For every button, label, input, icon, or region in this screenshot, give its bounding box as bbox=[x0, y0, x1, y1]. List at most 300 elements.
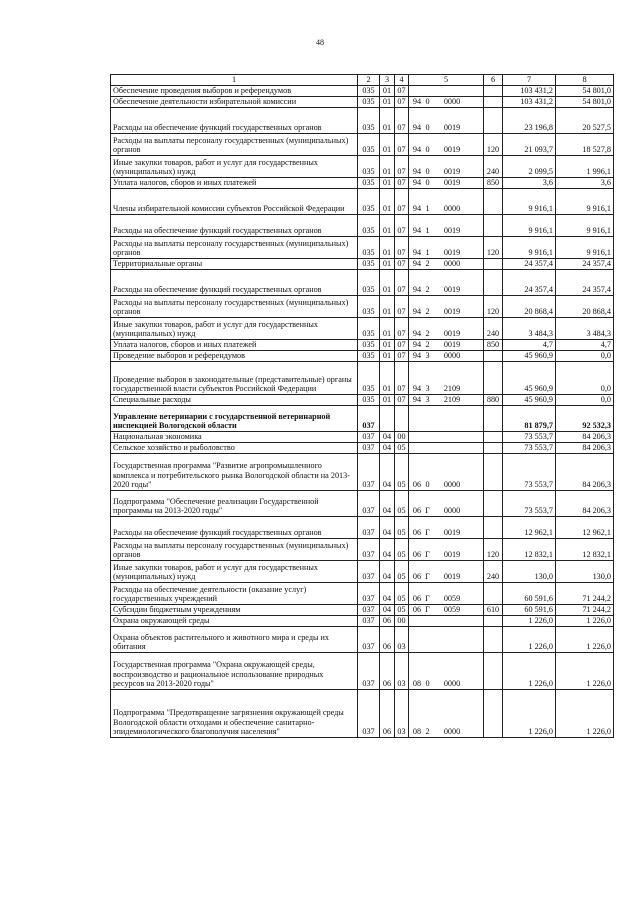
ministry-code: 035 bbox=[358, 340, 380, 351]
target-code-part: 0019 bbox=[443, 329, 461, 339]
row-name: Иные закупки товаров, работ и услуг для государственных (муниципальных) нужд bbox=[111, 156, 358, 178]
subsection-code: 05 bbox=[395, 561, 409, 583]
target-article-code bbox=[409, 178, 484, 189]
target-article-code bbox=[409, 351, 484, 362]
expense-type-code: 850 bbox=[484, 340, 503, 351]
amount-year-1: 9 916,1 bbox=[503, 215, 556, 237]
subsection-code: 03 bbox=[395, 653, 409, 690]
target-code-part: 0019 bbox=[443, 167, 461, 177]
subsection-code: 07 bbox=[395, 97, 409, 108]
expense-type-code: 240 bbox=[484, 156, 503, 178]
ministry-code: 035 bbox=[358, 351, 380, 362]
subsection-code: 07 bbox=[395, 86, 409, 97]
ministry-code: 035 bbox=[358, 189, 380, 215]
subsection-code: 07 bbox=[395, 178, 409, 189]
target-code-part: 0 bbox=[425, 178, 430, 188]
target-code-part: 0 bbox=[425, 123, 430, 133]
target-code-part: 06 bbox=[412, 594, 422, 604]
expense-type-code bbox=[484, 583, 503, 605]
amount-year-2: 84 206,3 bbox=[556, 432, 614, 443]
amount-year-2: 54 801,0 bbox=[556, 97, 614, 108]
row-name: Подпрограмма "Обеспечение реализации Государственной программы на 2013-2020 годы" bbox=[111, 491, 358, 517]
amount-year-2: 1 226,0 bbox=[556, 627, 614, 653]
target-article-code bbox=[409, 259, 484, 270]
target-code-part: 2 bbox=[425, 329, 430, 339]
table-row bbox=[111, 351, 614, 362]
amount-year-1: 20 868,4 bbox=[503, 296, 556, 318]
section-code: 01 bbox=[380, 108, 395, 134]
target-code-part: 2 bbox=[425, 307, 430, 317]
row-name: Управление ветеринарии с государственной ветеринарной инспекцией Вологодской области bbox=[111, 406, 358, 432]
subsection-code: 07 bbox=[395, 270, 409, 296]
target-code-part: 94 bbox=[412, 178, 422, 188]
target-code-part: 0 bbox=[425, 480, 430, 490]
expense-type-code: 610 bbox=[484, 605, 503, 616]
amount-year-1: 130,0 bbox=[503, 561, 556, 583]
target-code-part: 2109 bbox=[443, 384, 461, 394]
target-article-code bbox=[409, 270, 484, 296]
target-code-part: 06 bbox=[412, 506, 422, 516]
target-code-part: 0000 bbox=[443, 97, 461, 107]
table-row bbox=[111, 296, 614, 318]
subsection-code bbox=[395, 406, 409, 432]
target-article-code bbox=[409, 653, 484, 690]
expense-type-code bbox=[484, 616, 503, 627]
ministry-code: 035 bbox=[358, 215, 380, 237]
target-code-part: 0000 bbox=[443, 727, 461, 737]
amount-year-1: 73 553,7 bbox=[503, 491, 556, 517]
expense-type-code bbox=[484, 362, 503, 395]
target-code-part: 94 bbox=[412, 351, 422, 361]
target-code-part: 0019 bbox=[443, 248, 461, 258]
expense-type-code bbox=[484, 653, 503, 690]
target-article-code bbox=[409, 627, 484, 653]
table-row bbox=[111, 539, 614, 561]
target-code-part: 94 bbox=[412, 97, 422, 107]
target-article-code bbox=[409, 517, 484, 539]
amount-year-2: 130,0 bbox=[556, 561, 614, 583]
amount-year-1: 3 484,3 bbox=[503, 318, 556, 340]
amount-year-1: 73 553,7 bbox=[503, 443, 556, 454]
amount-year-2: 24 357,4 bbox=[556, 259, 614, 270]
table-row bbox=[111, 237, 614, 259]
subsection-code: 07 bbox=[395, 395, 409, 406]
target-code-part: 0019 bbox=[443, 572, 461, 582]
header-cell: 6 bbox=[484, 75, 503, 86]
table-row bbox=[111, 362, 614, 395]
target-code-part: 0000 bbox=[443, 259, 461, 269]
target-code-part: 3 bbox=[425, 384, 430, 394]
row-name: Государственная программа "Охрана окружающей среды, воспроизводство и рациональное использование природных ресурсов на 2013-2020 годы" bbox=[111, 653, 358, 690]
target-code-part: Г bbox=[425, 506, 430, 516]
amount-year-2: 71 244,2 bbox=[556, 583, 614, 605]
ministry-code: 037 bbox=[358, 432, 380, 443]
row-name: Субсидии бюджетным учреждениям bbox=[111, 605, 358, 616]
expense-type-code: 120 bbox=[484, 237, 503, 259]
amount-year-1: 9 916,1 bbox=[503, 189, 556, 215]
target-article-code bbox=[409, 605, 484, 616]
expense-type-code bbox=[484, 97, 503, 108]
amount-year-1: 1 226,0 bbox=[503, 653, 556, 690]
amount-year-2: 4,7 bbox=[556, 340, 614, 351]
table-row bbox=[111, 443, 614, 454]
amount-year-1: 2 099,5 bbox=[503, 156, 556, 178]
target-code-part: 94 bbox=[412, 395, 422, 405]
target-article-code bbox=[409, 583, 484, 605]
ministry-code: 037 bbox=[358, 539, 380, 561]
row-name: Расходы на выплаты персоналу государственных (муниципальных) органов bbox=[111, 237, 358, 259]
amount-year-1: 73 553,7 bbox=[503, 454, 556, 491]
amount-year-1: 9 916,1 bbox=[503, 237, 556, 259]
amount-year-1: 3,6 bbox=[503, 178, 556, 189]
ministry-code: 037 bbox=[358, 653, 380, 690]
target-code-part: 06 bbox=[412, 550, 422, 560]
section-code bbox=[380, 406, 395, 432]
target-code-part: 94 bbox=[412, 259, 422, 269]
subsection-code: 07 bbox=[395, 189, 409, 215]
amount-year-1: 60 591,6 bbox=[503, 583, 556, 605]
ministry-code: 037 bbox=[358, 616, 380, 627]
subsection-code: 05 bbox=[395, 517, 409, 539]
subsection-code: 07 bbox=[395, 362, 409, 395]
amount-year-1: 45 960,9 bbox=[503, 395, 556, 406]
section-code: 06 bbox=[380, 690, 395, 738]
subsection-code: 07 bbox=[395, 237, 409, 259]
expense-type-code bbox=[484, 406, 503, 432]
amount-year-1: 103 431,2 bbox=[503, 97, 556, 108]
amount-year-2: 0,0 bbox=[556, 351, 614, 362]
subsection-code: 03 bbox=[395, 627, 409, 653]
subsection-code: 05 bbox=[395, 491, 409, 517]
target-article-code bbox=[409, 189, 484, 215]
expense-type-code bbox=[484, 690, 503, 738]
target-code-part: 3 bbox=[425, 351, 430, 361]
amount-year-1: 23 196,8 bbox=[503, 108, 556, 134]
target-code-part: 0 bbox=[425, 145, 430, 155]
section-code: 06 bbox=[380, 627, 395, 653]
section-code: 01 bbox=[380, 178, 395, 189]
subsection-code: 05 bbox=[395, 454, 409, 491]
subsection-code: 00 bbox=[395, 616, 409, 627]
subsection-code: 07 bbox=[395, 215, 409, 237]
ministry-code: 035 bbox=[358, 134, 380, 156]
table-row bbox=[111, 270, 614, 296]
section-code: 01 bbox=[380, 237, 395, 259]
table-row bbox=[111, 454, 614, 491]
ministry-code: 037 bbox=[358, 517, 380, 539]
target-code-part: 0000 bbox=[443, 506, 461, 516]
expense-type-code bbox=[484, 215, 503, 237]
expense-type-code: 850 bbox=[484, 178, 503, 189]
target-code-part: 94 bbox=[412, 340, 422, 350]
expense-type-code bbox=[484, 454, 503, 491]
table-body bbox=[111, 86, 614, 738]
target-article-code bbox=[409, 362, 484, 395]
target-code-part: 2 bbox=[425, 259, 430, 269]
target-code-part: 1 bbox=[425, 248, 430, 258]
section-code: 01 bbox=[380, 189, 395, 215]
ministry-code: 035 bbox=[358, 237, 380, 259]
table-row bbox=[111, 215, 614, 237]
amount-year-2: 1 226,0 bbox=[556, 616, 614, 627]
table-row bbox=[111, 86, 614, 97]
target-code-part: 2 bbox=[425, 340, 430, 350]
row-name: Уплата налогов, сборов и иных платежей bbox=[111, 178, 358, 189]
amount-year-1: 1 226,0 bbox=[503, 690, 556, 738]
row-name: Национальная экономика bbox=[111, 432, 358, 443]
target-code-part: 0000 bbox=[443, 480, 461, 490]
subsection-code: 05 bbox=[395, 583, 409, 605]
target-article-code bbox=[409, 443, 484, 454]
section-code: 01 bbox=[380, 362, 395, 395]
expense-type-code bbox=[484, 627, 503, 653]
target-code-part: 94 bbox=[412, 329, 422, 339]
target-article-code bbox=[409, 156, 484, 178]
subsection-code: 07 bbox=[395, 259, 409, 270]
target-code-part: Г bbox=[425, 528, 430, 538]
row-name: Территориальные органы bbox=[111, 259, 358, 270]
amount-year-2: 84 206,3 bbox=[556, 491, 614, 517]
amount-year-2: 18 527,8 bbox=[556, 134, 614, 156]
amount-year-2: 84 206,3 bbox=[556, 443, 614, 454]
target-code-part: 94 bbox=[412, 285, 422, 295]
row-name: Подпрограмма "Предотвращение загрязнения окружающей среды Вологодской области отходами и обеспечение санитарно-эпидемиологического благополучия населения" bbox=[111, 690, 358, 738]
header-cell: 4 bbox=[395, 75, 409, 86]
budget-table bbox=[110, 74, 614, 738]
section-code: 04 bbox=[380, 583, 395, 605]
section-code: 01 bbox=[380, 156, 395, 178]
row-name: Иные закупки товаров, работ и услуг для государственных (муниципальных) нужд bbox=[111, 561, 358, 583]
amount-year-2: 0,0 bbox=[556, 395, 614, 406]
target-code-part: 0019 bbox=[443, 145, 461, 155]
target-article-code bbox=[409, 108, 484, 134]
section-code: 01 bbox=[380, 318, 395, 340]
table-row bbox=[111, 406, 614, 432]
subsection-code: 07 bbox=[395, 340, 409, 351]
table-row bbox=[111, 517, 614, 539]
table-row bbox=[111, 605, 614, 616]
header-cell: 8 bbox=[556, 75, 614, 86]
amount-year-1: 24 357,4 bbox=[503, 270, 556, 296]
subsection-code: 07 bbox=[395, 156, 409, 178]
target-article-code bbox=[409, 395, 484, 406]
target-code-part: Г bbox=[425, 594, 430, 604]
amount-year-2: 1 996,1 bbox=[556, 156, 614, 178]
ministry-code: 037 bbox=[358, 406, 380, 432]
subsection-code: 07 bbox=[395, 318, 409, 340]
target-code-part: 94 bbox=[412, 307, 422, 317]
expense-type-code bbox=[484, 259, 503, 270]
table-row bbox=[111, 134, 614, 156]
header-cell: 1 bbox=[111, 75, 358, 86]
target-article-code bbox=[409, 97, 484, 108]
amount-year-2: 20 868,4 bbox=[556, 296, 614, 318]
subsection-code: 05 bbox=[395, 539, 409, 561]
ministry-code: 037 bbox=[358, 627, 380, 653]
ministry-code: 035 bbox=[358, 108, 380, 134]
row-name: Обеспечение деятельности избирательной комиссии bbox=[111, 97, 358, 108]
expense-type-code bbox=[484, 108, 503, 134]
target-code-part: 0000 bbox=[443, 351, 461, 361]
target-code-part: 0019 bbox=[443, 123, 461, 133]
row-name: Охрана объектов растительного и животного мира и среды их обитания bbox=[111, 627, 358, 653]
expense-type-code bbox=[484, 432, 503, 443]
amount-year-1: 12 962,1 bbox=[503, 517, 556, 539]
target-code-part: Г bbox=[425, 572, 430, 582]
expense-type-code bbox=[484, 491, 503, 517]
ministry-code: 037 bbox=[358, 561, 380, 583]
section-code: 06 bbox=[380, 616, 395, 627]
expense-type-code bbox=[484, 270, 503, 296]
target-article-code bbox=[409, 318, 484, 340]
target-code-part: 08 bbox=[412, 727, 422, 737]
row-name: Расходы на выплаты персоналу государственных (муниципальных) органов bbox=[111, 134, 358, 156]
target-code-part: 94 bbox=[412, 384, 422, 394]
ministry-code: 037 bbox=[358, 454, 380, 491]
table-row bbox=[111, 340, 614, 351]
row-name: Государственная программа "Развитие агропромышленного комплекса и потребительского рынка Вологодской области на 2013-2020 годы" bbox=[111, 454, 358, 491]
table-row bbox=[111, 97, 614, 108]
amount-year-2: 3,6 bbox=[556, 178, 614, 189]
amount-year-2: 1 226,0 bbox=[556, 653, 614, 690]
ministry-code: 035 bbox=[358, 97, 380, 108]
amount-year-2: 12 832,1 bbox=[556, 539, 614, 561]
row-name: Иные закупки товаров, работ и услуг для государственных (муниципальных) нужд bbox=[111, 318, 358, 340]
amount-year-2: 71 244,2 bbox=[556, 605, 614, 616]
row-name: Расходы на обеспечение функций государственных органов bbox=[111, 517, 358, 539]
target-code-part: 94 bbox=[412, 226, 422, 236]
table-row bbox=[111, 583, 614, 605]
expense-type-code: 240 bbox=[484, 318, 503, 340]
target-code-part: 94 bbox=[412, 123, 422, 133]
target-code-part: 0 bbox=[425, 679, 430, 689]
row-name: Уплата налогов, сборов и иных платежей bbox=[111, 340, 358, 351]
target-article-code bbox=[409, 340, 484, 351]
table-row bbox=[111, 156, 614, 178]
section-code: 04 bbox=[380, 443, 395, 454]
amount-year-2: 12 962,1 bbox=[556, 517, 614, 539]
amount-year-1: 12 832,1 bbox=[503, 539, 556, 561]
amount-year-1: 45 960,9 bbox=[503, 362, 556, 395]
expense-type-code: 880 bbox=[484, 395, 503, 406]
section-code: 01 bbox=[380, 215, 395, 237]
section-code: 04 bbox=[380, 539, 395, 561]
ministry-code: 037 bbox=[358, 583, 380, 605]
subsection-code: 07 bbox=[395, 296, 409, 318]
amount-year-2: 9 916,1 bbox=[556, 215, 614, 237]
target-code-part: 0 bbox=[425, 97, 430, 107]
section-code: 01 bbox=[380, 97, 395, 108]
target-code-part: 0019 bbox=[443, 226, 461, 236]
section-code: 04 bbox=[380, 491, 395, 517]
row-name: Обеспечение проведения выборов и референдумов bbox=[111, 86, 358, 97]
target-article-code bbox=[409, 539, 484, 561]
target-code-part: 06 bbox=[412, 480, 422, 490]
subsection-code: 07 bbox=[395, 108, 409, 134]
expense-type-code bbox=[484, 86, 503, 97]
target-code-part: 1 bbox=[425, 226, 430, 236]
row-name: Специальные расходы bbox=[111, 395, 358, 406]
page-number: 48 bbox=[316, 38, 324, 47]
row-name: Расходы на выплаты персоналу государственных (муниципальных) органов bbox=[111, 296, 358, 318]
amount-year-2: 84 206,3 bbox=[556, 454, 614, 491]
subsection-code: 00 bbox=[395, 432, 409, 443]
target-code-part: 1 bbox=[425, 204, 430, 214]
amount-year-2: 24 357,4 bbox=[556, 270, 614, 296]
amount-year-1: 81 879,7 bbox=[503, 406, 556, 432]
target-code-part: 94 bbox=[412, 167, 422, 177]
target-code-part: 94 bbox=[412, 248, 422, 258]
target-article-code bbox=[409, 432, 484, 443]
ministry-code: 035 bbox=[358, 178, 380, 189]
table-row bbox=[111, 491, 614, 517]
header-row bbox=[111, 75, 614, 86]
subsection-code: 05 bbox=[395, 443, 409, 454]
table-row bbox=[111, 259, 614, 270]
table-row bbox=[111, 108, 614, 134]
row-name: Сельское хозяйство и рыболовство bbox=[111, 443, 358, 454]
target-code-part: 0019 bbox=[443, 528, 461, 538]
section-code: 01 bbox=[380, 259, 395, 270]
header-cell: 7 bbox=[503, 75, 556, 86]
ministry-code: 035 bbox=[358, 259, 380, 270]
subsection-code: 07 bbox=[395, 134, 409, 156]
table-row bbox=[111, 178, 614, 189]
amount-year-2: 1 226,0 bbox=[556, 690, 614, 738]
table-row bbox=[111, 690, 614, 738]
amount-year-2: 9 916,1 bbox=[556, 237, 614, 259]
amount-year-1: 103 431,2 bbox=[503, 86, 556, 97]
expense-type-code: 120 bbox=[484, 134, 503, 156]
ministry-code: 035 bbox=[358, 156, 380, 178]
table-row bbox=[111, 561, 614, 583]
target-code-part: 0019 bbox=[443, 285, 461, 295]
expense-type-code: 120 bbox=[484, 539, 503, 561]
expense-type-code: 240 bbox=[484, 561, 503, 583]
row-name: Расходы на выплаты персоналу государственных (муниципальных) органов bbox=[111, 539, 358, 561]
row-name: Расходы на обеспечение функций государственных органов bbox=[111, 108, 358, 134]
table-row bbox=[111, 318, 614, 340]
amount-year-1: 73 553,7 bbox=[503, 432, 556, 443]
ministry-code: 037 bbox=[358, 491, 380, 517]
expense-type-code bbox=[484, 351, 503, 362]
section-code: 04 bbox=[380, 561, 395, 583]
header-cell: 3 bbox=[380, 75, 395, 86]
ministry-code: 035 bbox=[358, 86, 380, 97]
section-code: 01 bbox=[380, 395, 395, 406]
ministry-code: 037 bbox=[358, 690, 380, 738]
target-code-part: 08 bbox=[412, 679, 422, 689]
amount-year-1: 45 960,9 bbox=[503, 351, 556, 362]
amount-year-2: 20 527,5 bbox=[556, 108, 614, 134]
expense-type-code bbox=[484, 189, 503, 215]
amount-year-2: 54 801,0 bbox=[556, 86, 614, 97]
target-article-code bbox=[409, 215, 484, 237]
target-code-part: 06 bbox=[412, 605, 422, 615]
amount-year-2: 3 484,3 bbox=[556, 318, 614, 340]
row-name: Расходы на обеспечение функций государственных органов bbox=[111, 270, 358, 296]
target-code-part: 94 bbox=[412, 204, 422, 214]
target-code-part: 0019 bbox=[443, 307, 461, 317]
target-code-part: 0019 bbox=[443, 178, 461, 188]
section-code: 01 bbox=[380, 351, 395, 362]
section-code: 01 bbox=[380, 340, 395, 351]
subsection-code: 07 bbox=[395, 351, 409, 362]
target-code-part: 0000 bbox=[443, 679, 461, 689]
target-code-part: Г bbox=[425, 605, 430, 615]
table-row bbox=[111, 432, 614, 443]
target-code-part: 0059 bbox=[443, 594, 461, 604]
